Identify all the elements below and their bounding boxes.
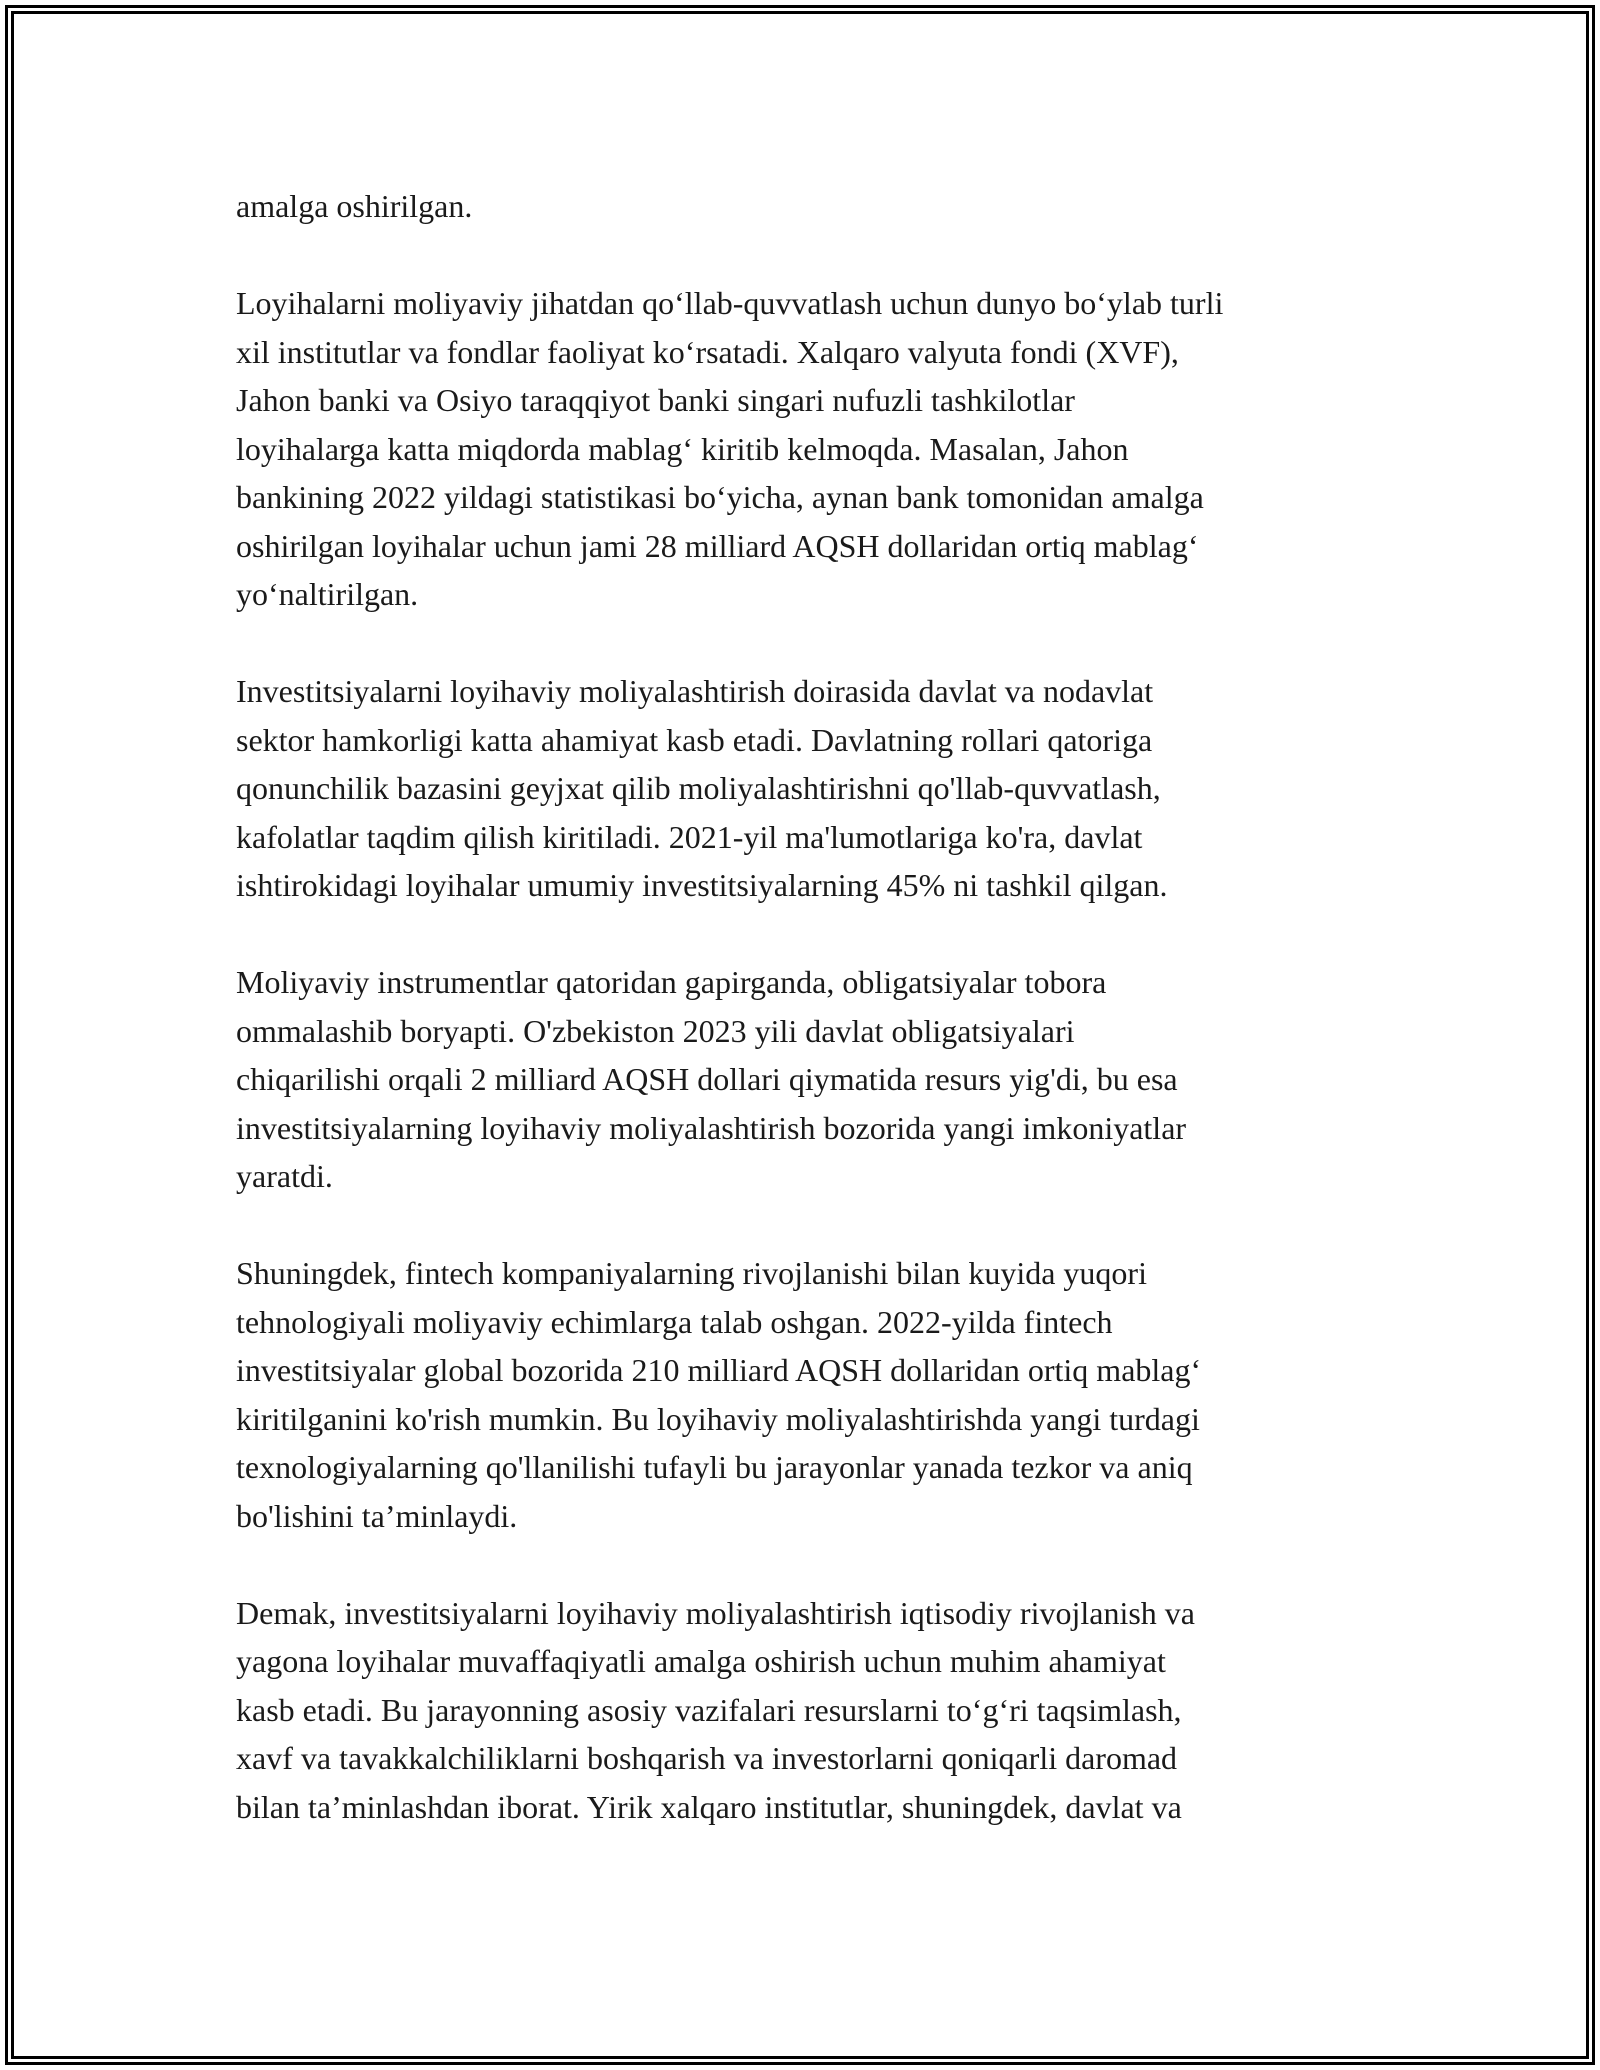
paragraph-fintech bbox=[236, 1249, 1386, 1540]
text-line: Demak, investitsiyalarni loyihaviy moliyalashtirish iqtisodiy rivojlanish va bbox=[236, 1594, 1195, 1631]
text-line: Loyihalarni moliyaviy jihatdan qo‘llab-quvvatlash uchun dunyo bo‘ylab turli bbox=[236, 285, 1224, 321]
text-line: sektor hamkorligi katta ahamiyat kasb etadi. Davlatning rollari qatoriga bbox=[236, 721, 1153, 758]
text-line: yaratdi. bbox=[236, 1158, 333, 1194]
text-line: ishtirokidagi loyihalar umumiy investitsiyalarning 45% ni tashkil qilgan. bbox=[236, 867, 1168, 903]
text-line: bo'lishini ta’minlaydi. bbox=[236, 1497, 518, 1534]
paragraph-continuation bbox=[236, 182, 1386, 231]
paragraph-financing-institutions bbox=[236, 279, 1386, 619]
paragraph-conclusion bbox=[236, 1589, 1386, 1832]
text-line: qonunchilik bazasini geyjxat qilib moliyalashtirishni qo'llab-quvvatlash, bbox=[236, 770, 1161, 806]
text-line: kasb etadi. Bu jarayonning asosiy vazifalari resurslarni to‘g‘ri taqsimlash, bbox=[236, 1691, 1182, 1728]
text-line: kiritilganini ko'rish mumkin. Bu loyihaviy moliyalashtirishda yangi turdagi bbox=[236, 1400, 1200, 1437]
text-line: Jahon banki va Osiyo taraqqiyot banki singari nufuzli tashkilotlar bbox=[236, 382, 1075, 418]
text-line: kafolatlar taqdim qilish kiritiladi. 2021-yil ma'lumotlariga ko'ra, davlat bbox=[236, 818, 1143, 855]
text-line: yo‘naltirilgan. bbox=[236, 576, 419, 612]
text-line: Investitsiyalarni loyihaviy moliyalashtirish doirasida davlat va nodavlat bbox=[236, 673, 1154, 709]
text-line: amalga oshirilgan. bbox=[236, 188, 473, 224]
document-body bbox=[236, 182, 1386, 1880]
paragraph-public-private-partnership bbox=[236, 667, 1386, 910]
text-line: yagona loyihalar muvaffaqiyatli amalga oshirish uchun muhim ahamiyat bbox=[236, 1643, 1166, 1679]
text-line: oshirilgan loyihalar uchun jami 28 milliard AQSH dollaridan ortiq mablag‘ bbox=[236, 527, 1199, 564]
text-line: tehnologiyali moliyaviy echimlarga talab oshgan. 2022-yilda fintech bbox=[236, 1303, 1113, 1340]
text-line: chiqarilishi orqali 2 milliard AQSH dollari qiymatida resurs yig'di, bu esa bbox=[236, 1061, 1178, 1097]
text-line: bankining 2022 yildagi statistikasi bo‘yicha, aynan bank tomonidan amalga bbox=[236, 479, 1204, 515]
text-line: investitsiyalar global bozorida 210 milliard AQSH dollaridan ortiq mablag‘ bbox=[236, 1352, 1202, 1388]
text-line: bilan ta’minlashdan iborat. Yirik xalqaro institutlar, shuningdek, davlat va bbox=[236, 1788, 1182, 1825]
text-line: investitsiyalarning loyihaviy moliyalashtirish bozorida yangi imkoniyatlar bbox=[236, 1109, 1187, 1146]
paragraph-bonds bbox=[236, 958, 1386, 1201]
text-line: Moliyaviy instrumentlar qatoridan gapirganda, obligatsiyalar tobora bbox=[236, 964, 1107, 1000]
text-line: texnologiyalarning qo'llanilishi tufayli bu jarayonlar yanada tezkor va aniq bbox=[236, 1449, 1193, 1485]
text-line: Shuningdek, fintech kompaniyalarning rivojlanishi bilan kuyida yuqori bbox=[236, 1255, 1147, 1291]
text-line: ommalashib boryapti. O'zbekiston 2023 yili davlat obligatsiyalari bbox=[236, 1012, 1075, 1049]
text-line: xil institutlar va fondlar faoliyat ko‘rsatadi. Xalqaro valyuta fondi (XVF), bbox=[236, 333, 1179, 370]
text-line: loyihalarga katta miqdorda mablag‘ kiritib kelmoqda. Masalan, Jahon bbox=[236, 430, 1129, 467]
text-line: xavf va tavakkalchiliklarni boshqarish va investorlarni qoniqarli daromad bbox=[236, 1740, 1178, 1776]
